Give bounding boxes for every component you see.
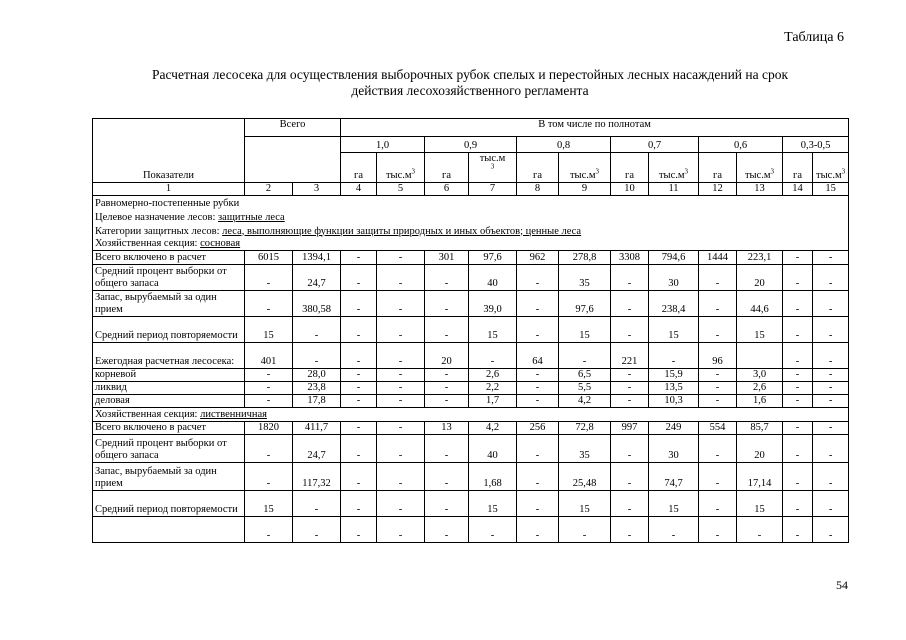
table-cell: - [699,434,737,462]
table-cell: 794,6 [649,250,699,264]
header-unit-tys: $тыс.м^3$ [649,153,699,183]
table-cell: 15 [559,490,611,516]
table-cell: 997 [611,421,649,434]
table-row [93,290,849,316]
row-label: Средний процент выборки от общего запаса [93,434,245,462]
table-cell: - [783,462,813,490]
table-row [93,250,849,264]
table-cell: - [341,250,377,264]
table-cell: 223,1 [737,250,783,264]
table-cell: 2,6 [737,381,783,394]
table-cell: - [425,316,469,342]
table-cell: - [377,462,425,490]
table-cell: 554 [699,421,737,434]
table-cell: - [341,490,377,516]
table-row [93,264,849,290]
table-cell: - [293,490,341,516]
table-cell: - [783,394,813,407]
table-cell: 13,5 [649,381,699,394]
table-cell: 13 [425,421,469,434]
table-cell: - [517,394,559,407]
column-number: 8 [517,183,559,196]
section1-line1: Равномерно-постепенные рубки [93,196,849,210]
table-cell: - [293,316,341,342]
table-cell: 23,8 [293,381,341,394]
column-number: 15 [813,183,849,196]
table-cell: 40 [469,434,517,462]
table-row [93,381,849,394]
table-cell: 17,8 [293,394,341,407]
table-cell: - [783,342,813,368]
header-unit-ga: га [611,153,649,183]
table-cell: - [611,264,649,290]
table-cell: 2,6 [469,368,517,381]
table-cell: - [813,381,849,394]
table-cell: - [377,368,425,381]
table-cell: - [611,462,649,490]
column-number: 12 [699,183,737,196]
table-number: Таблица 6 [784,30,844,45]
table-cell: - [517,516,559,542]
header-unit-ga: га [699,153,737,183]
header-density: 0,7 [611,137,699,153]
table-cell: - [377,316,425,342]
table-row [93,434,849,462]
forest-logging-table [92,118,849,543]
table-cell: - [377,381,425,394]
table-cell: - [611,316,649,342]
header-density: 0,3-0,5 [783,137,849,153]
table-cell: - [783,421,813,434]
table-cell: - [377,290,425,316]
table-cell: - [517,434,559,462]
header-unit-ga: га [517,153,559,183]
table-cell: 15 [245,490,293,516]
table-cell: 35 [559,434,611,462]
row-label: Всего включено в расчет [93,421,245,434]
table-cell: - [699,316,737,342]
table-cell: - [341,316,377,342]
table-cell: - [699,394,737,407]
header-unit-tys: тыс.м $^3$ [469,153,517,183]
column-number: 5 [377,183,425,196]
table-cell: 3,0 [737,368,783,381]
table-cell: - [245,462,293,490]
table-cell: 6015 [245,250,293,264]
table-cell: - [699,264,737,290]
table-cell: - [559,342,611,368]
table-cell: 20 [425,342,469,368]
column-number: 3 [293,183,341,196]
table-cell: 238,4 [649,290,699,316]
table-cell: 256 [517,421,559,434]
table-cell: - [245,516,293,542]
table-cell: 39,0 [469,290,517,316]
table-cell: - [245,394,293,407]
table-cell: 1394,1 [293,250,341,264]
table-cell: - [737,516,783,542]
table-cell: - [341,342,377,368]
section1-line4: Хозяйственная секция: сосновая [93,238,849,251]
table-cell: 15 [649,316,699,342]
table-cell: - [341,290,377,316]
row-label [93,516,245,542]
table-cell: - [813,490,849,516]
header-unit-ga: га [425,153,469,183]
table-cell: - [517,290,559,316]
column-number: 14 [783,183,813,196]
table-row [93,342,849,368]
table-cell: - [699,290,737,316]
table-cell: - [517,368,559,381]
table-cell: 1444 [699,250,737,264]
header-unit-ga: га [341,153,377,183]
table-cell: - [813,264,849,290]
table-cell: 221 [611,342,649,368]
table-cell: - [611,490,649,516]
table-cell: 15,9 [649,368,699,381]
table-cell: - [517,381,559,394]
table-cell: - [377,342,425,368]
table-cell: - [425,264,469,290]
header-density: 0,8 [517,137,611,153]
table-cell: - [341,421,377,434]
table-cell: 24,7 [293,434,341,462]
header-unit-tys: $тыс.м^3$ [559,153,611,183]
header-density: 0,9 [425,137,517,153]
table-cell: 97,6 [469,250,517,264]
table-cell: - [699,516,737,542]
table-cell: 411,7 [293,421,341,434]
column-number: 1 [93,183,245,196]
table-cell: 30 [649,264,699,290]
table-cell: - [559,516,611,542]
table-row [93,516,849,542]
table-cell: 15 [245,316,293,342]
table-cell: - [425,381,469,394]
table-cell: 117,32 [293,462,341,490]
table-cell: - [341,462,377,490]
table-cell: 2,2 [469,381,517,394]
table-cell: - [813,342,849,368]
table-cell: - [341,394,377,407]
header-unit-tys: $тыс.м^3$ [737,153,783,183]
table-cell: - [425,490,469,516]
table-cell: - [341,264,377,290]
column-number: 13 [737,183,783,196]
table-cell: - [245,368,293,381]
table-row [93,462,849,490]
table-cell: 97,6 [559,290,611,316]
table-cell: 10,3 [649,394,699,407]
table-cell: - [293,516,341,542]
table-cell: - [649,516,699,542]
table-cell: 15 [469,490,517,516]
row-label: Запас, вырубаемый за один прием [93,462,245,490]
table-cell: 96 [699,342,737,368]
row-label: Запас, вырубаемый за один прием [93,290,245,316]
header-unit-ga: га [783,153,813,183]
column-number: 2 [245,183,293,196]
table-cell: - [341,516,377,542]
table-cell [737,342,783,368]
page-number: 54 [836,578,848,592]
table-cell: - [813,250,849,264]
table-cell: - [377,421,425,434]
table-row [93,394,849,407]
table-cell: 1,7 [469,394,517,407]
table-cell: 6,5 [559,368,611,381]
table-row [93,490,849,516]
table-cell: - [813,421,849,434]
table-cell: - [245,264,293,290]
table-cell: 35 [559,264,611,290]
table-cell: - [341,368,377,381]
table-cell: - [517,264,559,290]
table-cell: 4,2 [559,394,611,407]
table-cell: 962 [517,250,559,264]
header-unit-tys: $тыс.м^3$ [377,153,425,183]
table-cell: - [611,381,649,394]
table-cell: - [783,264,813,290]
header-unit-tys: $тыс.м^3$ [813,153,849,183]
table-cell: - [425,434,469,462]
header-pokazateli: Показатели [93,119,245,183]
table-cell: - [611,290,649,316]
table-cell: - [611,434,649,462]
table-cell: - [611,368,649,381]
table-cell: - [649,342,699,368]
table-cell: 15 [649,490,699,516]
table-cell: - [425,290,469,316]
table-cell: - [699,490,737,516]
table-cell: - [377,490,425,516]
table-cell: 15 [737,316,783,342]
table-row [93,421,849,434]
table-cell: - [245,290,293,316]
section1-line2: Целевое назначение лесов: защитные леса [93,210,849,224]
table-cell: - [377,264,425,290]
table-cell: 24,7 [293,264,341,290]
table-cell: - [341,381,377,394]
table-cell: - [783,490,813,516]
table-cell: - [341,434,377,462]
table-cell: 15 [737,490,783,516]
table-cell: 15 [469,316,517,342]
table-cell: 5,5 [559,381,611,394]
table-cell: 85,7 [737,421,783,434]
table-cell: - [813,434,849,462]
table-cell: 44,6 [737,290,783,316]
table-cell: - [293,342,341,368]
table-cell: 25,48 [559,462,611,490]
table-cell: - [813,394,849,407]
table-cell: - [783,250,813,264]
table-cell: 401 [245,342,293,368]
table-cell: 1,6 [737,394,783,407]
header-density: 0,6 [699,137,783,153]
table-cell: 72,8 [559,421,611,434]
table-cell: - [425,368,469,381]
table-cell: 17,14 [737,462,783,490]
table-cell: - [245,434,293,462]
table-cell: - [699,368,737,381]
table-cell: 3308 [611,250,649,264]
column-number: 10 [611,183,649,196]
table-cell: - [783,316,813,342]
table-cell: - [783,516,813,542]
table-cell: - [377,250,425,264]
table-cell: 1820 [245,421,293,434]
table-row [93,316,849,342]
table-cell: - [783,381,813,394]
column-number: 7 [469,183,517,196]
table-cell: 20 [737,434,783,462]
table-cell: 74,7 [649,462,699,490]
table-cell: - [813,462,849,490]
table-row [93,368,849,381]
header-vsego: Всего [245,119,341,137]
row-label: ликвид [93,381,245,394]
table-cell: - [425,516,469,542]
table-cell: - [813,368,849,381]
section1-line3: Категории защитных лесов: леса, выполняющие функции защиты природных и иных объектов; ценные леса [93,224,849,238]
section2-line1: Хозяйственная секция: лиственничная [93,407,849,421]
table-cell: - [783,434,813,462]
row-label: Всего включено в расчет [93,250,245,264]
table-cell: - [783,290,813,316]
table-cell: - [611,394,649,407]
table-cell: 1,68 [469,462,517,490]
table-cell: - [699,381,737,394]
column-number: 4 [341,183,377,196]
table-cell: 28,0 [293,368,341,381]
table-cell: - [469,342,517,368]
table-cell: 20 [737,264,783,290]
column-number: 9 [559,183,611,196]
table-cell: - [517,462,559,490]
table-cell: 15 [559,316,611,342]
table-cell: 4,2 [469,421,517,434]
table-cell: 40 [469,264,517,290]
row-label: корневой [93,368,245,381]
table-cell: - [377,434,425,462]
table-cell: - [611,516,649,542]
table-cell: - [469,516,517,542]
table-cell: - [425,462,469,490]
header-density: 1,0 [341,137,425,153]
column-number: 6 [425,183,469,196]
table-cell: - [813,290,849,316]
table-cell: - [813,316,849,342]
table-cell: - [377,394,425,407]
document-title: Расчетная лесосека для осуществления выборочных рубок спелых и перестойных лесных насаждений на срок действия лесохозяйственного регламента [151,67,789,98]
column-number: 11 [649,183,699,196]
table-cell: - [699,462,737,490]
table-cell: - [377,516,425,542]
table-cell: 380,58 [293,290,341,316]
table-cell: 30 [649,434,699,462]
table-cell: 301 [425,250,469,264]
row-label: Средний период повторяемости [93,490,245,516]
table-cell: - [517,316,559,342]
row-label: Средний период повторяемости [93,316,245,342]
table-cell: 278,8 [559,250,611,264]
header-v-tom-chisle: В том числе по полнотам [341,119,849,137]
row-label: деловая [93,394,245,407]
table-cell: - [813,516,849,542]
table-cell: 64 [517,342,559,368]
table-cell: - [425,394,469,407]
row-label: Средний процент выборки от общего запаса [93,264,245,290]
table-cell: - [517,490,559,516]
table-cell: 249 [649,421,699,434]
row-label: Ежегодная расчетная лесосека: [93,342,245,368]
table-cell: - [245,381,293,394]
table-cell: - [783,368,813,381]
